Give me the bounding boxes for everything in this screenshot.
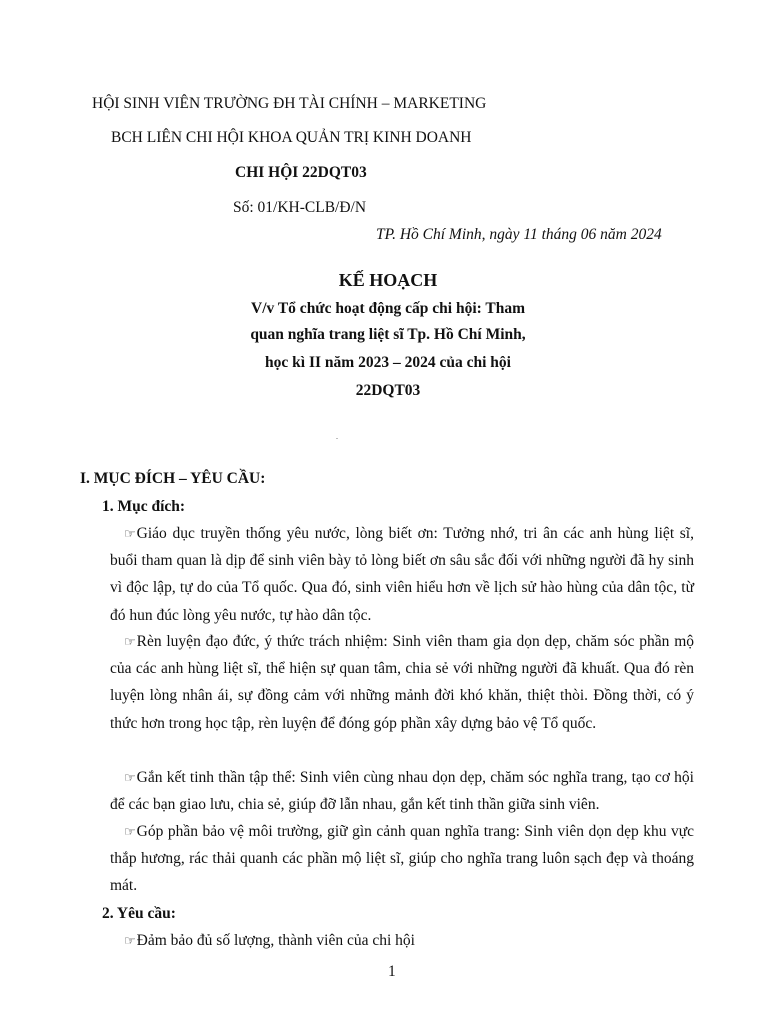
subtitle-line-4: 22DQT03 xyxy=(355,382,421,399)
document-number: Số: 01/KH-CLB/Đ/N xyxy=(233,199,367,216)
hand-pointer-icon: ☞ xyxy=(124,933,136,948)
page-number: 1 xyxy=(388,963,396,980)
place-date: TP. Hồ Chí Minh, ngày 11 tháng 06 năm 2024 xyxy=(376,226,662,243)
subtitle-line-3: học kì II năm 2023 – 2024 của chi hội xyxy=(265,354,511,371)
purpose-paragraph: ☞Gắn kết tinh thần tập thể: Sinh viên cùng nhau dọn dẹp, chăm sóc nghĩa trang, tạo cơ hội để các bạn giao lưu, chia sẻ, giúp đỡ lẫn nhau, gắn kết tinh thần giữa sinh viên. xyxy=(110,769,694,814)
subsection-requirements: 2. Yêu cầu: xyxy=(102,905,176,922)
hand-pointer-icon: ☞ xyxy=(124,770,136,785)
purpose-paragraph: ☞Góp phần bảo vệ môi trường, giữ gìn cảnh quan nghĩa trang: Sinh viên dọn dẹp khu vực thắp hương, rác thải quanh các phần mộ liệt sĩ, giúp cho nghĩa trang luôn sạch đẹp và thoáng mát. xyxy=(110,823,694,895)
document-title: KẾ HOẠCH xyxy=(338,270,438,290)
subtitle-line-1: V/v Tổ chức hoạt động cấp chi hội: Tham xyxy=(251,300,525,317)
subtitle-line-2: quan nghĩa trang liệt sĩ Tp. Hồ Chí Minh, xyxy=(250,326,526,343)
subsection-purpose: 1. Mục đích: xyxy=(102,498,186,515)
stray-dot: . xyxy=(336,432,338,441)
section-heading: I. MỤC ĐÍCH – YÊU CẦU: xyxy=(80,470,266,487)
hand-pointer-icon: ☞ xyxy=(124,824,136,839)
purpose-paragraph: ☞Rèn luyện đạo đức, ý thức trách nhiệm: Sinh viên tham gia dọn dẹp, chăm sóc phần mộ của các anh hùng liệt sĩ, thể hiện sự quan tâm, chia sẻ với những người đã khuất. Qua đó rèn luyện lòng nhân ái, sự đồng cảm với những mảnh đời khó khăn, thiệt thòi. Đồng thời, có ý thức hơn trong học tập, rèn luyện để đóng góp phần xây dựng bảo vệ Tổ quốc. xyxy=(110,633,694,732)
hand-pointer-icon: ☞ xyxy=(124,634,136,649)
purpose-paragraph: ☞Giáo dục truyền thống yêu nước, lòng biết ơn: Tưởng nhớ, tri ân các anh hùng liệt sĩ, buổi tham quan là dịp để sinh viên bày tỏ lòng biết ơn sâu sắc đối với những người đã hy sinh vì độc lập, tự do của Tổ quốc. Qua đó, sinh viên hiểu hơn về lịch sử hào hùng của dân tộc, từ đó hun đúc lòng yêu nước, tự hào dân tộc. xyxy=(110,525,694,624)
org-line-2: BCH LIÊN CHI HỘI KHOA QUẢN TRỊ KINH DOANH xyxy=(111,129,472,146)
branch-name: CHI HỘI 22DQT03 xyxy=(235,164,367,181)
org-line-1: HỘI SINH VIÊN TRƯỜNG ĐH TÀI CHÍNH – MARKETING xyxy=(92,95,487,112)
requirement-paragraph: ☞Đảm bảo đủ số lượng, thành viên của chi hội xyxy=(124,932,415,949)
hand-pointer-icon: ☞ xyxy=(124,526,136,541)
